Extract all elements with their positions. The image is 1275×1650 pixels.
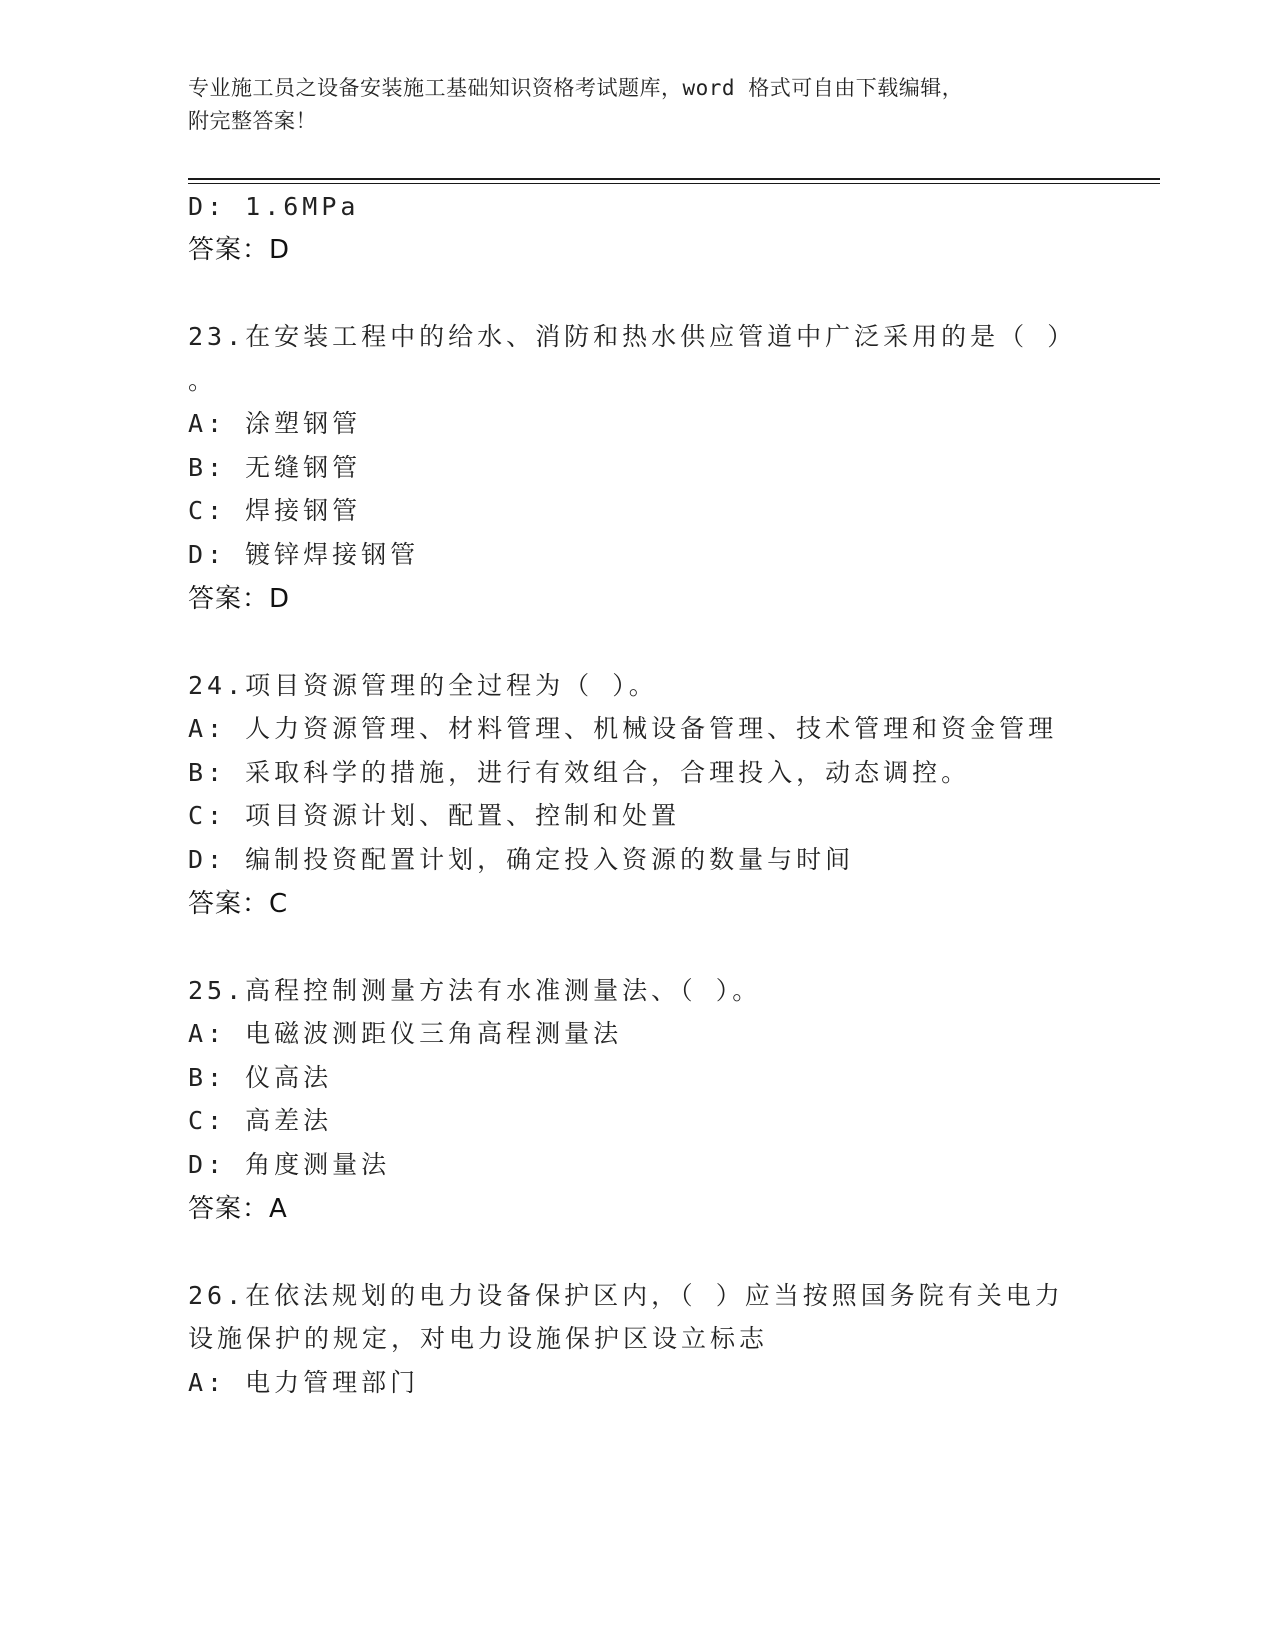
q23-answer: 答案：D [188, 584, 291, 614]
q24-option-a: A: 人力资源管理、材料管理、机械设备管理、技术管理和资金管理 [188, 714, 1058, 743]
header-line-2: 附完整答案！ [188, 109, 317, 133]
q25-option-a: A: 电磁波测距仪三角高程测量法 [188, 1019, 623, 1048]
q23-option-c: C: 焊接钢管 [188, 496, 362, 525]
q24-stem-line-1: 24.项目资源管理的全过程为（ ）。 [188, 671, 658, 700]
header-line-1: 专业施工员之设备安装施工基础知识资格考试题库，word 格式可自由下载编辑， [188, 76, 964, 100]
q24-answer: 答案：C [188, 889, 289, 919]
q23-option-a: A: 涂塑钢管 [188, 409, 362, 438]
q25-answer: 答案：A [188, 1194, 288, 1224]
q26-option-a: A: 电力管理部门 [188, 1368, 420, 1397]
prev-question-option-d: D: 1.6MPa [188, 192, 360, 221]
q24-option-b: B: 采取科学的措施，进行有效组合，合理投入，动态调控。 [188, 758, 971, 787]
q23-stem-line-2: 。 [188, 366, 218, 395]
q23-stem-line-1: 23.在安装工程中的给水、消防和热水供应管道中广泛采用的是（ ） [188, 322, 1077, 351]
q25-option-d: D: 角度测量法 [188, 1150, 391, 1179]
q26-stem-line-1: 26.在依法规划的电力设备保护区内，（ ）应当按照国务院有关电力 [188, 1281, 1064, 1310]
document-header [188, 72, 1068, 138]
q25-stem-line-1: 25.高程控制测量方法有水准测量法、（ ）。 [188, 976, 762, 1005]
q23-option-d: D: 镀锌焊接钢管 [188, 540, 420, 569]
header-divider-thin [188, 183, 1160, 184]
q24-option-d: D: 编制投资配置计划，确定投入资源的数量与时间 [188, 845, 855, 874]
q24-option-c: C: 项目资源计划、配置、控制和处置 [188, 801, 681, 830]
q25-option-b: B: 仪高法 [188, 1063, 333, 1092]
header-divider-thick [188, 178, 1160, 180]
q25-option-c: C: 高差法 [188, 1106, 333, 1135]
q23-option-b: B: 无缝钢管 [188, 453, 362, 482]
prev-question-answer: 答案：D [188, 235, 291, 265]
q26-stem-line-2: 设施保护的规定，对电力设施保护区设立标志 [188, 1324, 769, 1353]
